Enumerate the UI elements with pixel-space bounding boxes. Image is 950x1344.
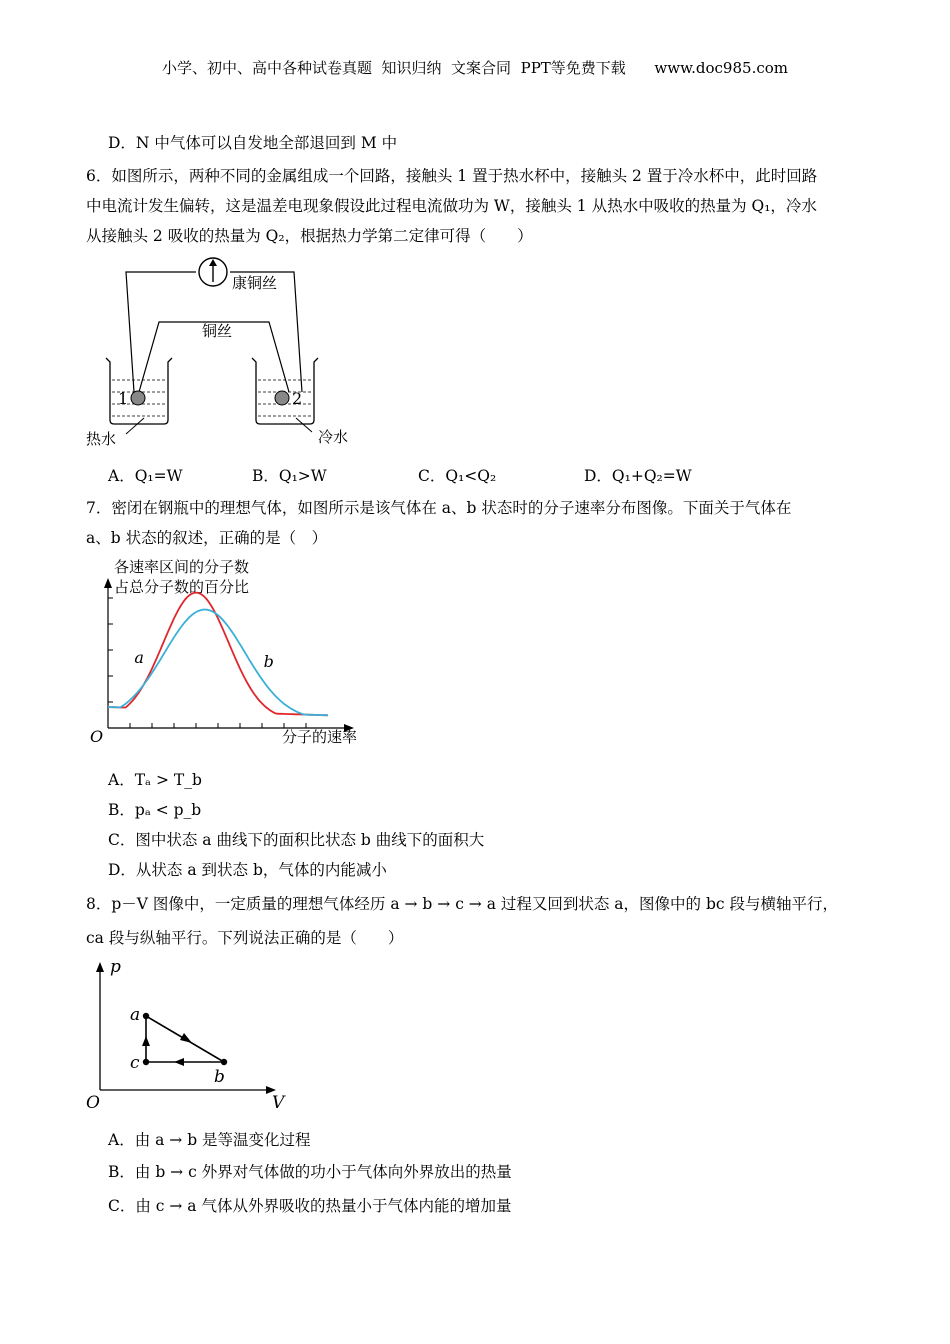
q8-line1: [86, 894, 838, 914]
chart-ylabel-line2: 占总分子数的百分比: [114, 578, 250, 596]
pv-p-label: p: [110, 957, 121, 977]
point-b: [221, 1059, 227, 1065]
chart-xlabel: 分子的速率: [282, 728, 358, 746]
arrow-ab: [180, 1033, 192, 1043]
q6-line3: 从接触头 2 吸收的热量为 Q₂，根据热力学第二定律可得（ ）: [86, 227, 533, 245]
contact-2: [275, 391, 289, 405]
pv-p-arrow: [96, 962, 104, 972]
q6-line1: [86, 166, 817, 186]
chart-y-arrow: [104, 578, 112, 588]
q5-option-d: D．N 中气体可以自发地全部退回到 M 中: [108, 134, 398, 152]
q7-text-1: 密闭在钢瓶中的理想气体，如图所示是该气体在 a、b 状态时的分子速率分布图像。下面关于气体在: [111, 499, 792, 517]
q7-number: 7．: [86, 499, 112, 517]
q7-option-c: C．图中状态 a 曲线下的面积比状态 b 曲线下的面积大: [108, 831, 485, 849]
q8-number: 8．: [86, 895, 112, 913]
page-header: 小学、初中、高中各种试卷真题 知识归纳 文案合同 PPT等免费下载 www.doc985.com: [161, 59, 788, 77]
q7-option-a: A．Tₐ > T_b: [108, 771, 202, 789]
q8-pv-diagram: [84, 954, 304, 1114]
contact-1: [131, 391, 145, 405]
q7-line2: a、b 状态的叙述，正确的是（ ）: [86, 529, 328, 547]
curve-label-b: b: [263, 651, 274, 671]
point-a-label: a: [130, 1005, 141, 1025]
copper-label: 铜丝: [202, 322, 233, 340]
q6-option-a: A．Q₁=W: [108, 467, 183, 485]
arrow-ca: [142, 1036, 150, 1046]
q7-speed-distribution-chart: [86, 552, 376, 752]
q8-option-c: C．由 c → a 气体从外界吸收的热量小于气体内能的增加量: [108, 1197, 512, 1215]
q6-option-b: B．Q₁>W: [252, 467, 327, 485]
q7-option-b: B．pₐ < p_b: [108, 801, 202, 819]
chart-ylabel-line1: 各速率区间的分子数: [114, 558, 250, 576]
q7-line1: [86, 498, 791, 518]
constantan-wire: [126, 272, 196, 392]
arrow-bc: [174, 1058, 184, 1066]
pv-v-label: V: [272, 1093, 285, 1113]
contact-1-label: 1: [118, 389, 129, 408]
q6-number: 6．: [86, 167, 112, 185]
q6-thermocouple-figure: [84, 252, 374, 452]
cold-water-label: 冷水: [318, 428, 349, 446]
contact-2-label: 2: [292, 389, 303, 408]
pv-o-label: O: [86, 1093, 100, 1113]
point-c: [143, 1059, 149, 1065]
curve-label-a: a: [134, 647, 144, 667]
chart-curves: [108, 593, 328, 716]
cold-beaker: [252, 358, 318, 424]
q8-line2: ca 段与纵轴平行。下列说法正确的是（ ）: [86, 929, 404, 947]
point-b-label: b: [214, 1067, 225, 1087]
chart-origin: O: [90, 727, 104, 746]
constantan-label: 康铜丝: [232, 274, 278, 292]
q6-text-1: 如图所示，两种不同的金属组成一个回路，接触头 1 置于热水杯中，接触头 2 置于冷水杯中，此时回路: [111, 167, 818, 185]
q6-option-c: C．Q₁<Q₂: [418, 467, 497, 485]
q8-text-1: p－V 图像中，一定质量的理想气体经历 a → b → c → a 过程又回到状态 a，图像中的 bc 段与横轴平行，: [111, 895, 839, 913]
q7-option-d: D．从状态 a 到状态 b，气体的内能减小: [108, 861, 387, 879]
point-a: [143, 1013, 149, 1019]
point-c-label: c: [130, 1053, 140, 1073]
q6-option-d: D．Q₁+Q₂=W: [584, 467, 692, 485]
q8-option-b: B．由 b → c 外界对气体做的功小于气体向外界放出的热量: [108, 1163, 512, 1181]
q6-line2: 中电流计发生偏转，这是温差电现象假设此过程电流做功为 W，接触头 1 从热水中吸收的热量为 Q₁，冷水: [86, 197, 817, 215]
hot-water-label: 热水: [86, 430, 117, 448]
q8-option-a: A．由 a → b 是等温变化过程: [108, 1131, 311, 1149]
